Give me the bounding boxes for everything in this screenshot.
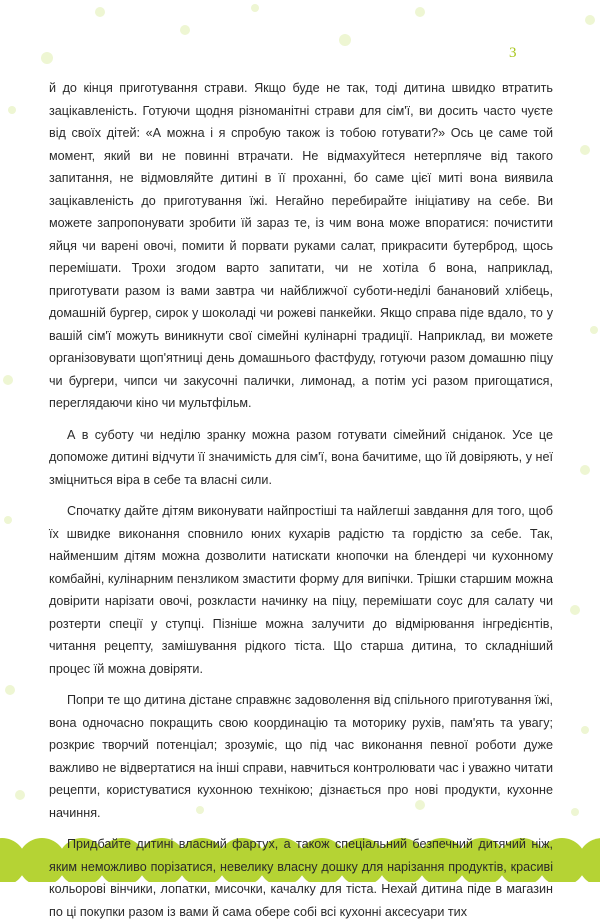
paragraph-1: й до кінця приготування страви. Якщо буде не так, тоді дитина швидко втратить зацікавленість. Готуючи щодня різноманітні страви для сім'ї, ви досить часто чуєте від своїх дітей: «А можна і я спробую також із тобою готувати?» Ось це саме той момент, який ви не повинні втрачати. Не відмахуйтеся нетерпляче від такого запитання, не відмовляйте дитині в її проханні, бо саме цієї миті вона виявила зацікавленість до приготування їжі. Негайно перебирайте ініціативу на себе. Ви можете запропонувати зробити їй зараз те, із чим вона може впоратися: почистити яйця чи варені овочі, помити й порвати руками салат, прикрасити бутерброд, щось перемішати. Трохи згодом варто запитати, чи не хотіла б вона, наприклад, приготувати разом із вами завтра чи найближчої суботи-неділі банановий хлібець, домашній бургер, сирок у шоколаді чи рожеві панкейки. Якщо справа піде вдало, то у вашій сім'ї можуть виникнути свої сімейні кулінарні традиції. Наприклад, ви можете організовувати щоп'ятниці день домашнього фастфуду, готуючи разом домашню піцу чи бургери, чипси чи закусочні палички, лимонад, а потім усі разом пригощатися, переглядаючи кіно чи мультфільм. <box>49 81 553 410</box>
page-number: 3 <box>509 45 517 61</box>
body-text <box>49 77 553 923</box>
paragraph-2: А в суботу чи неділю зранку можна разом готувати сімейний сніданок. Усе це допоможе дитині відчути її значимість для сім'ї, вона бачитиме, що їй довіряють, у неї зміцниться віра в себе та власні сили. <box>49 427 553 487</box>
paragraph-5: Придбайте дитині власний фартух, а також спеціальний безпечний дитячий ніж, яким неможливо порізатися, невелику власну дошку для нарізання продуктів, красиві кольорові вінчики, лопатки, мисочки, качалку для тіста. Нехай дитина піде в магазин по ці покупки разом із вами й сама обере собі всі кухонні аксесуари тих <box>49 837 553 919</box>
paragraph-3: Спочатку дайте дітям виконувати найпростіші та найлегші завдання для того, щоб їх швидке виконання сповнило юних кухарів радістю та гордістю за себе. Так, найменшим дітям можна дозволити натискати кнопочки на блендері чи кухонному комбайні, кулінарним пензликом змастити форму для випічки. Трішки старшим можна довірити нарізати овочі, розкласти начинку на піцу, перемішати соус для салату чи розтерти спеції у ступці. Пізніше можна залучити до відмірювання інгредієнтів, читання рецепту, замішування рідкого тіста. Що старша дитина, то складніший процес їй можна довіряти. <box>49 504 553 676</box>
paragraph-4: Попри те що дитина дістане справжнє задоволення від спільного приготування їжі, вона одночасно покращить свою координацію та моторику рухів, пам'ять та увагу; розкриє творчий потенціал; зрозуміє, що під час виконання певної роботи дуже важливо не відвертатися на інші справи, навчиться контролювати час і уважно читати рецепти, користуватися кухонною технікою; дізнається про нові продукти, кухонне начиння. <box>49 693 553 820</box>
